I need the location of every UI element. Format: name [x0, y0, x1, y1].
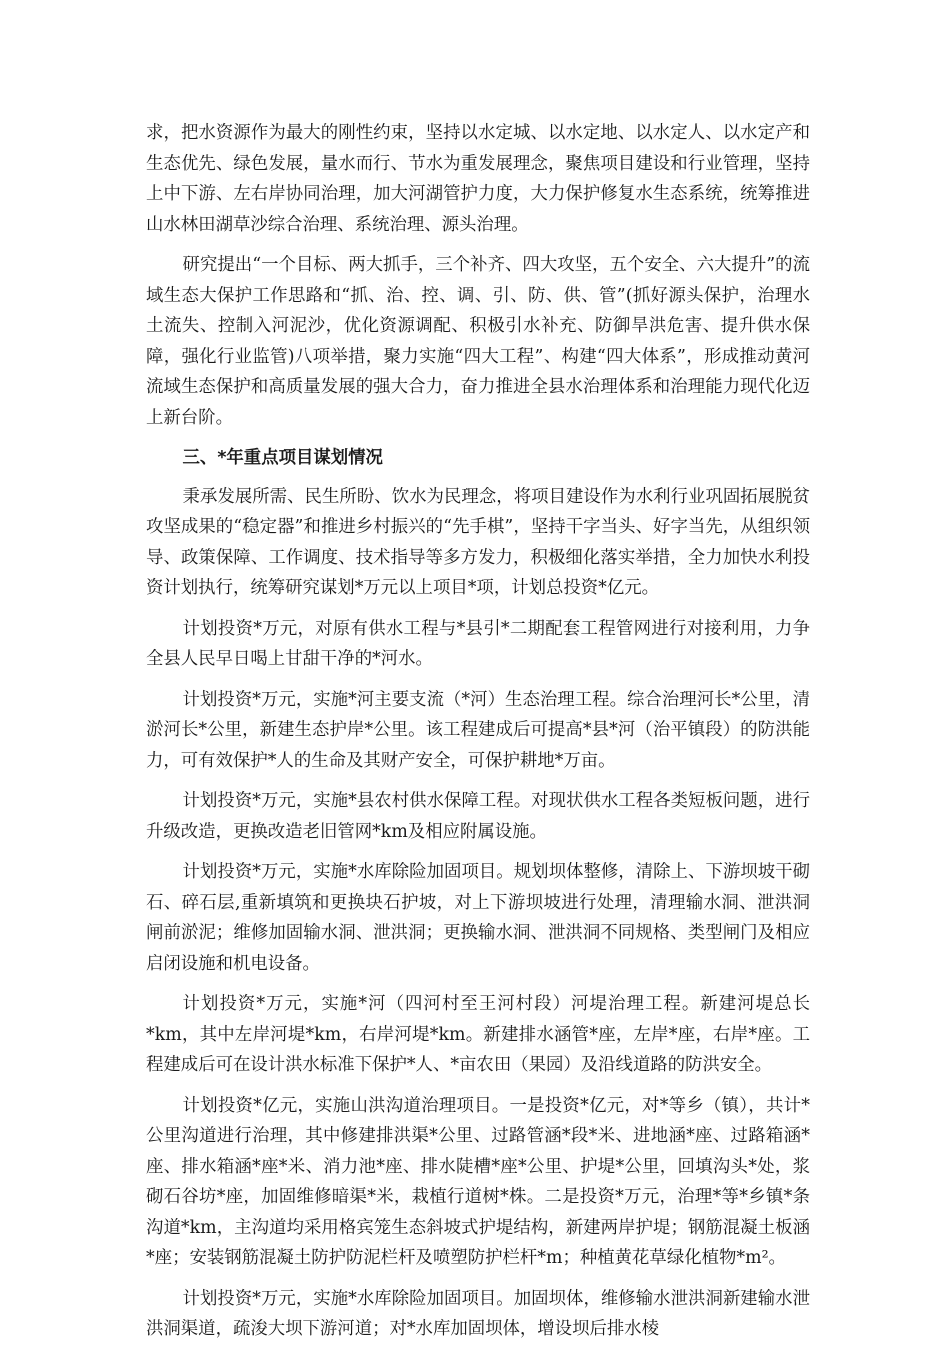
paragraph-project-reservoir-2: 计划投资*万元，实施*水库除险加固项目。加固坝体，维修输水泄洪洞新建输水泄洪洞渠道，疏浚大坝下游河道；对*水库加固坝体，增设坝后排水棱 [146, 1288, 810, 1339]
paragraph-project-water-supply: 计划投资*万元，对原有供水工程与*县引*二期配套工程管网进行对接利用，力争全县人民早日喝上甘甜干净的*河水。 [146, 618, 810, 669]
paragraph-work-ideas: 研究提出“一个目标、两大抓手，三个补齐、四大攻坚，五个安全、六大提升”的流域生态大保护工作思路和“抓、治、控、调、引、防、供、管”(抓好源头保护，治理水土流失、控制入河泥沙，优化资源调配、积极引水补充、防御旱洪危害、提升供水保障，强化行业监管)八项举措，聚力实施“四大工程”、构建“四大体系”，形成推动黄河流域生态保护和高质量发展的强大合力，奋力推进全县水治理体系和治理能力现代化迈上新台阶。 [146, 255, 810, 428]
section-heading: 三、*年重点项目谋划情况 [182, 448, 383, 468]
paragraph-project-reservoir: 计划投资*万元，实施*水库除险加固项目。规划坝体整修，清除上、下游坝坡干砌石、碎石层,重新填筑和更换块石护坡，对上下游坝坡进行处理，清理输水洞、泄洪洞闸前淤泥；维修加固输水洞、泄洪洞；更换输水洞、泄洪洞不同规格、类型闸门及相应启闭设施和机电设备。 [146, 862, 810, 974]
paragraph-project-embankment: 计划投资*万元，实施*河（四河村至王河村段）河堤治理工程。新建河堤总长*km，其中左岸河堤*km，右岸河堤*km。新建排水涵管*座，左岸*座，右岸*座。工程建成后可在设计洪水标准下保护*人、*亩农田（果园）及沿线道路的防洪安全。 [146, 994, 810, 1075]
paragraph-project-river-ecology: 计划投资*万元，实施*河主要支流（*河）生态治理工程。综合治理河长*公里，清淤河长*公里，新建生态护岸*公里。该工程建成后可提高*县*河（治平镇段）的防洪能力，可有效保护*人的生命及其财产安全，可保护耕地*万亩。 [146, 689, 810, 771]
paragraph-project-rural-water: 计划投资*万元，实施*县农村供水保障工程。对现状供水工程各类短板问题，进行升级改造，更换改造老旧管网*km及相应附属设施。 [146, 791, 810, 842]
paragraph-project-overview: 秉承发展所需、民生所盼、饮水为民理念，将项目建设作为水利行业巩固拓展脱贫攻坚成果的“稳定器”和推进乡村振兴的“先手棋”，坚持干字当头、好字当先，从组织领导、政策保障、工作调度、技术指导等多方发力，积极细化落实举措，全力加快水利投资计划执行，统筹研究谋划*万元以上项目*项，计划总投资*亿元。 [146, 486, 810, 598]
paragraph-project-flash-flood: 计划投资*亿元，实施山洪沟道治理项目。一是投资*亿元，对*等乡（镇），共计*公里沟道进行治理，其中修建排洪渠*公里、过路管涵*段*米、进地涵*座、过路箱涵*座、排水箱涵*座*米、消力池*座、排水陡槽*座*公里、护堤*公里，回填沟头*处，浆砌石谷坊*座，加固维修暗渠*米，栽植行道树*株。二是投资*万元，治理*等*乡镇*条沟道*km，主沟道均采用格宾笼生态斜坡式护堤结构，新建两岸护堤；钢筋混凝土板涵*座；安装钢筋混凝土防护防泥栏杆及喷塑防护栏杆*m；种植黄花草绿化植物*m²。 [146, 1095, 810, 1268]
paragraph-continuation: 求，把水资源作为最大的刚性约束，坚持以水定城、以水定地、以水定人、以水定产和生态优先、绿色发展，量水而行、节水为重发展理念，聚焦项目建设和行业管理，坚持上中下游、左右岸协同治理，加大河湖管护力度，大力保护修复水生态系统，统筹推进山水林田湖草沙综合治理、系统治理、源头治理。 [146, 123, 810, 235]
